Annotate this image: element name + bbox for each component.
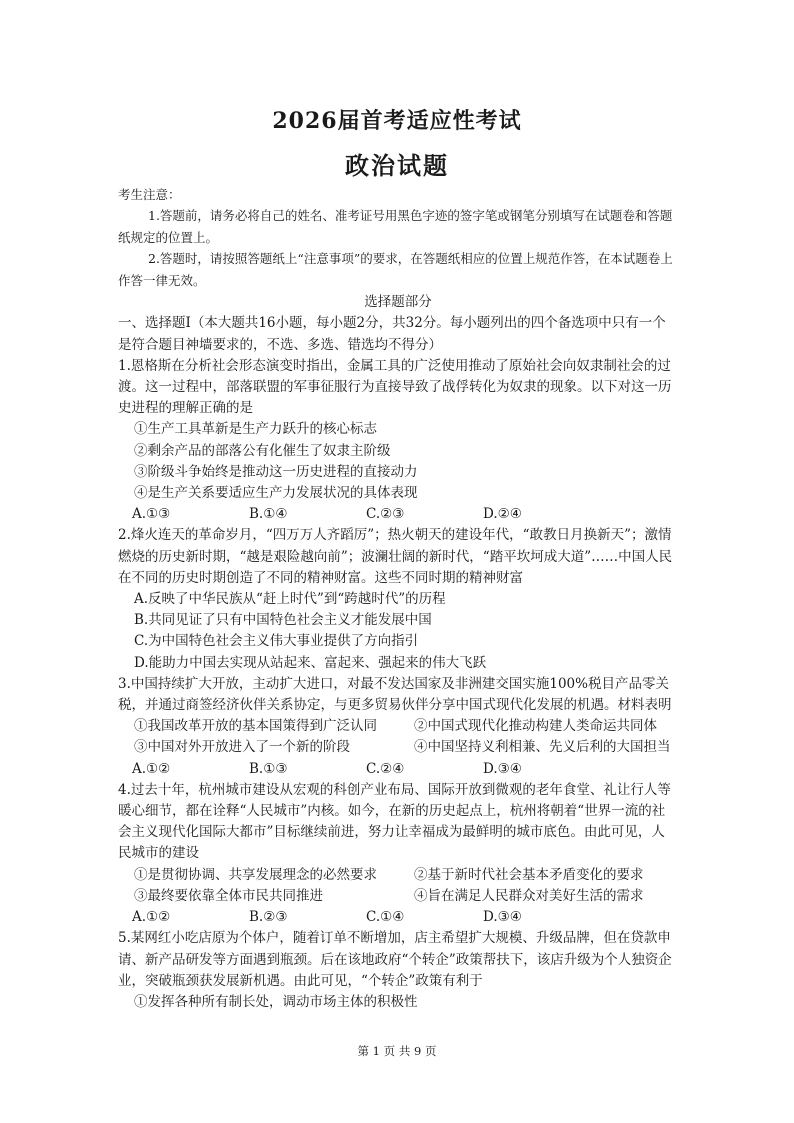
answer-choice: A.①③: [132, 506, 171, 523]
answer-choices: [118, 907, 678, 928]
question-option: ③中国对外开放进入了一个新的阶段: [134, 739, 350, 756]
question-option: ④是生产关系要适应生产力发展状况的具体表现: [134, 485, 418, 502]
answer-choices: [118, 504, 678, 525]
question-option: D.能助力中国去实现从站起来、富起来、强起来的伟大飞跃: [134, 654, 487, 671]
question-stem: 2.烽火连天的革命岁月，“四万万人齐蹈厉”；热火朝天的建设年代，“敢教日月换新天”；激情燃烧的历史新时期，“越是艰险越向前”；波澜壮阔的新时代，“踏平坎坷成大道”……中国人民在不同的历史时期创造了不同的精神财富。这些不同时期的精神财富: [118, 527, 673, 586]
question-stem: 5.某网红小吃店原为个体户，随着订单不断增加，店主希望扩大规模、升级品牌，但在贷款申请、新产品研发等方面遇到瓶颈。后在该地政府“个转企”政策帮扶下，该店升级为个人独资企业，突破瓶颈获发展新机遇。由此可见，“个转企”政策有利于: [118, 930, 672, 989]
answer-choice: D.②④: [483, 506, 522, 523]
answer-choice: D.③④: [483, 909, 522, 926]
answer-choice: B.②③: [249, 909, 288, 926]
notice-heading: 考生注意：: [118, 187, 181, 202]
question-option: B.共同见证了只有中国特色社会主义才能发展中国: [134, 612, 432, 629]
question-option: ①生产工具革新是生产力跃升的核心标志: [134, 421, 377, 438]
option-row: [118, 886, 678, 907]
question-option: ①是贯彻协调、共享发展理念的必然要求: [134, 866, 377, 883]
question-option: ②基于新时代社会基本矛盾变化的要求: [414, 866, 644, 883]
answer-choices: [118, 759, 678, 780]
answer-choice: C.②③: [366, 506, 405, 523]
question-option: A.反映了中华民族从“赶上时代”到“跨越时代”的历程: [134, 591, 446, 608]
question-option: ③最终要依靠全体市民共同推进: [134, 887, 323, 904]
answer-choice: A.①②: [132, 909, 171, 926]
subject-title: 政治试题: [345, 151, 449, 180]
question-stem: 4.过去十年，杭州城市建设从宏观的科创产业布局、国际开放到微观的老年食堂、礼让行人等暖心细节，都在诠释“人民城市”内核。如今，在新的历史起点上，杭州将朝着“世界一流的社会主义现代化国际大都市”目标继续前进，努力让幸福成为最鲜明的城市底色。由此可见，人民城市的建设: [118, 781, 671, 862]
option-row: [118, 865, 678, 886]
option-row: [118, 716, 678, 737]
answer-choice: C.②④: [366, 760, 405, 777]
page-footer: 第 1 页 共 9 页: [357, 1044, 437, 1058]
notice-item: 2.答题时，请按照答题纸上“注意事项”的要求，在答题纸相应的位置上规范作答，在本试题卷上作答一律无效。: [118, 251, 673, 288]
exam-title: 2026届首考适应性考试: [272, 108, 522, 134]
question-option: C.为中国特色社会主义伟大事业提供了方向指引: [134, 633, 419, 650]
answer-choice: B.①④: [249, 506, 288, 523]
question-stem: 1.恩格斯在分析社会形态演变时指出，金属工具的广泛使用推动了原始社会向奴隶制社会的过渡。这一过程中，部落联盟的军事征服行为直接导致了战俘转化为奴隶的现象。以下对这一历史进程的理解正确的是: [118, 357, 672, 417]
answer-choice: A.①②: [132, 760, 171, 777]
option-row: [118, 737, 678, 758]
answer-choice: B.①③: [249, 760, 288, 777]
question-option: ④中国坚持义利相兼、先义后利的大国担当: [414, 739, 671, 756]
answer-choice: D.③④: [483, 760, 522, 777]
section-title: 选择题部分: [364, 294, 432, 311]
question-option: ②剩余产品的部落公有化催生了奴隶主阶级: [134, 442, 391, 459]
question-option: ①我国改革开放的基本国策得到广泛认同: [134, 718, 377, 735]
question-option: ②中国式现代化推动构建人类命运共同体: [414, 718, 657, 735]
question-option: ③阶级斗争始终是推动这一历史进程的直接动力: [134, 463, 418, 480]
question-stem: 3.中国持续扩大开放，主动扩大进口，对最不发达国家及非洲建交国实施100%税目产品零关税，并通过商签经济伙伴关系协定，与更多贸易伙伴分享中国式现代化发展的机遇。材料表明: [118, 675, 672, 714]
section-intro: 一、选择题Ⅰ（本大题共16小题，每小题2分，共32分。每小题列出的四个备选项中只有一个是符合题目神墙要求的，不选、多选、错选均不得分）: [118, 315, 666, 353]
notice-item: 1.答题前，请务必将自己的姓名、准考证号用黑色字迹的签字笔或钢笔分别填写在试题卷和答题纸规定的位置上。: [118, 208, 673, 245]
exam-body: [118, 184, 678, 1013]
question-option: ④旨在满足人民群众对美好生活的需求: [414, 887, 644, 904]
answer-choice: C.①④: [366, 909, 405, 926]
question-option: ①发挥各种所有制长处，调动市场主体的积极性: [134, 993, 418, 1010]
